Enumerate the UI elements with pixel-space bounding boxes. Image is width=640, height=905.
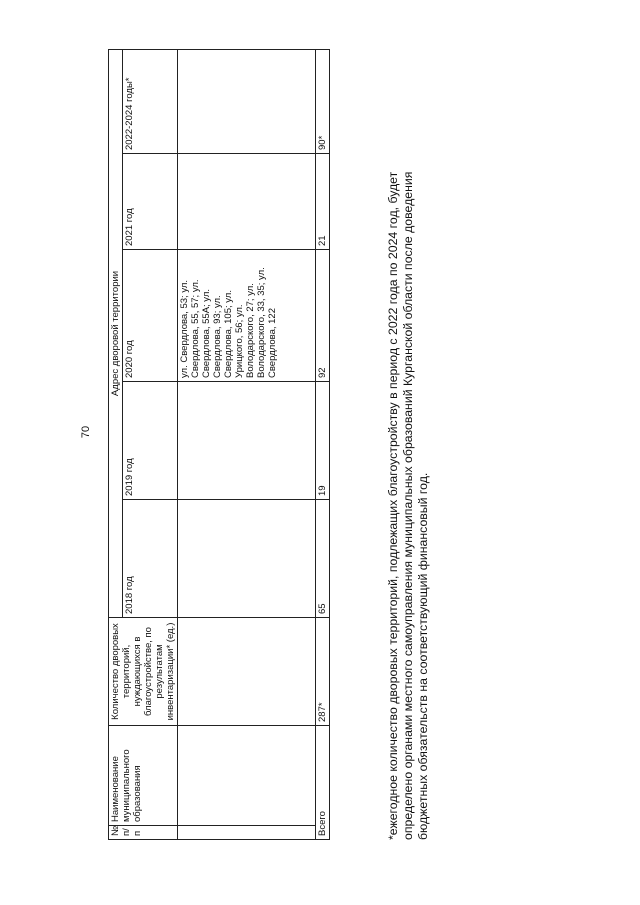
header-year-2022-2024: 2022-2024 годы* xyxy=(123,49,178,153)
total-label: Всего xyxy=(316,726,330,840)
cell-empty xyxy=(178,500,316,618)
cell-empty xyxy=(178,618,316,726)
footnote-line: бюджетных обязательств на соответствующий финансовый год. xyxy=(416,472,430,840)
total-2021: 21 xyxy=(316,154,330,250)
header-address-group: Адрес дворовой территории xyxy=(109,49,123,617)
header-year-2018: 2018 год xyxy=(123,500,178,618)
cell-empty xyxy=(178,382,316,500)
page-number: 70 xyxy=(80,425,92,439)
table-row xyxy=(178,49,316,839)
header-year-2021: 2021 год xyxy=(123,154,178,250)
footnote xyxy=(386,50,431,840)
territory-table xyxy=(108,49,330,840)
footnote-line: *ежегодное количество дворовых территорий, подлежащих благоустройству в период с 2022 года по 2024 год, будет xyxy=(386,171,400,840)
header-year-2020: 2020 год xyxy=(123,250,178,382)
cell-address-2020: ул. Свердлова, 53; ул. Свердлова, 55, 57; ул. Свердлова, 55А; ул. Свердлова, 93; ул. Свердлова, 105; ул. Урицкого, 56; ул. Володарского, 27; ул. Володарского, 33, 35; ул. Свердлова, 122 xyxy=(178,250,316,382)
total-2019: 19 xyxy=(316,382,330,500)
header-municipality: Наименование муниципального образования xyxy=(109,726,178,826)
cell-empty xyxy=(178,154,316,250)
header-num: № п/п xyxy=(109,826,178,840)
total-2020: 92 xyxy=(316,250,330,382)
total-2018: 65 xyxy=(316,500,330,618)
footnote-line: определено органами местного самоуправления муниципальных образований Курганской области после доведения xyxy=(401,171,415,840)
cell-empty xyxy=(178,726,316,826)
table-header-row xyxy=(109,49,123,839)
cell-empty xyxy=(178,49,316,153)
header-year-2019: 2019 год xyxy=(123,382,178,500)
table-total-row xyxy=(316,49,330,839)
header-count: Количество дворовых территорий, нуждающихся в благоустройстве, по результатам инвентаризации* (ед.) xyxy=(109,618,178,726)
total-2022-2024: 90* xyxy=(316,49,330,153)
total-count: 287* xyxy=(316,618,330,726)
rotated-page-content xyxy=(108,50,438,840)
cell-empty xyxy=(178,826,316,840)
